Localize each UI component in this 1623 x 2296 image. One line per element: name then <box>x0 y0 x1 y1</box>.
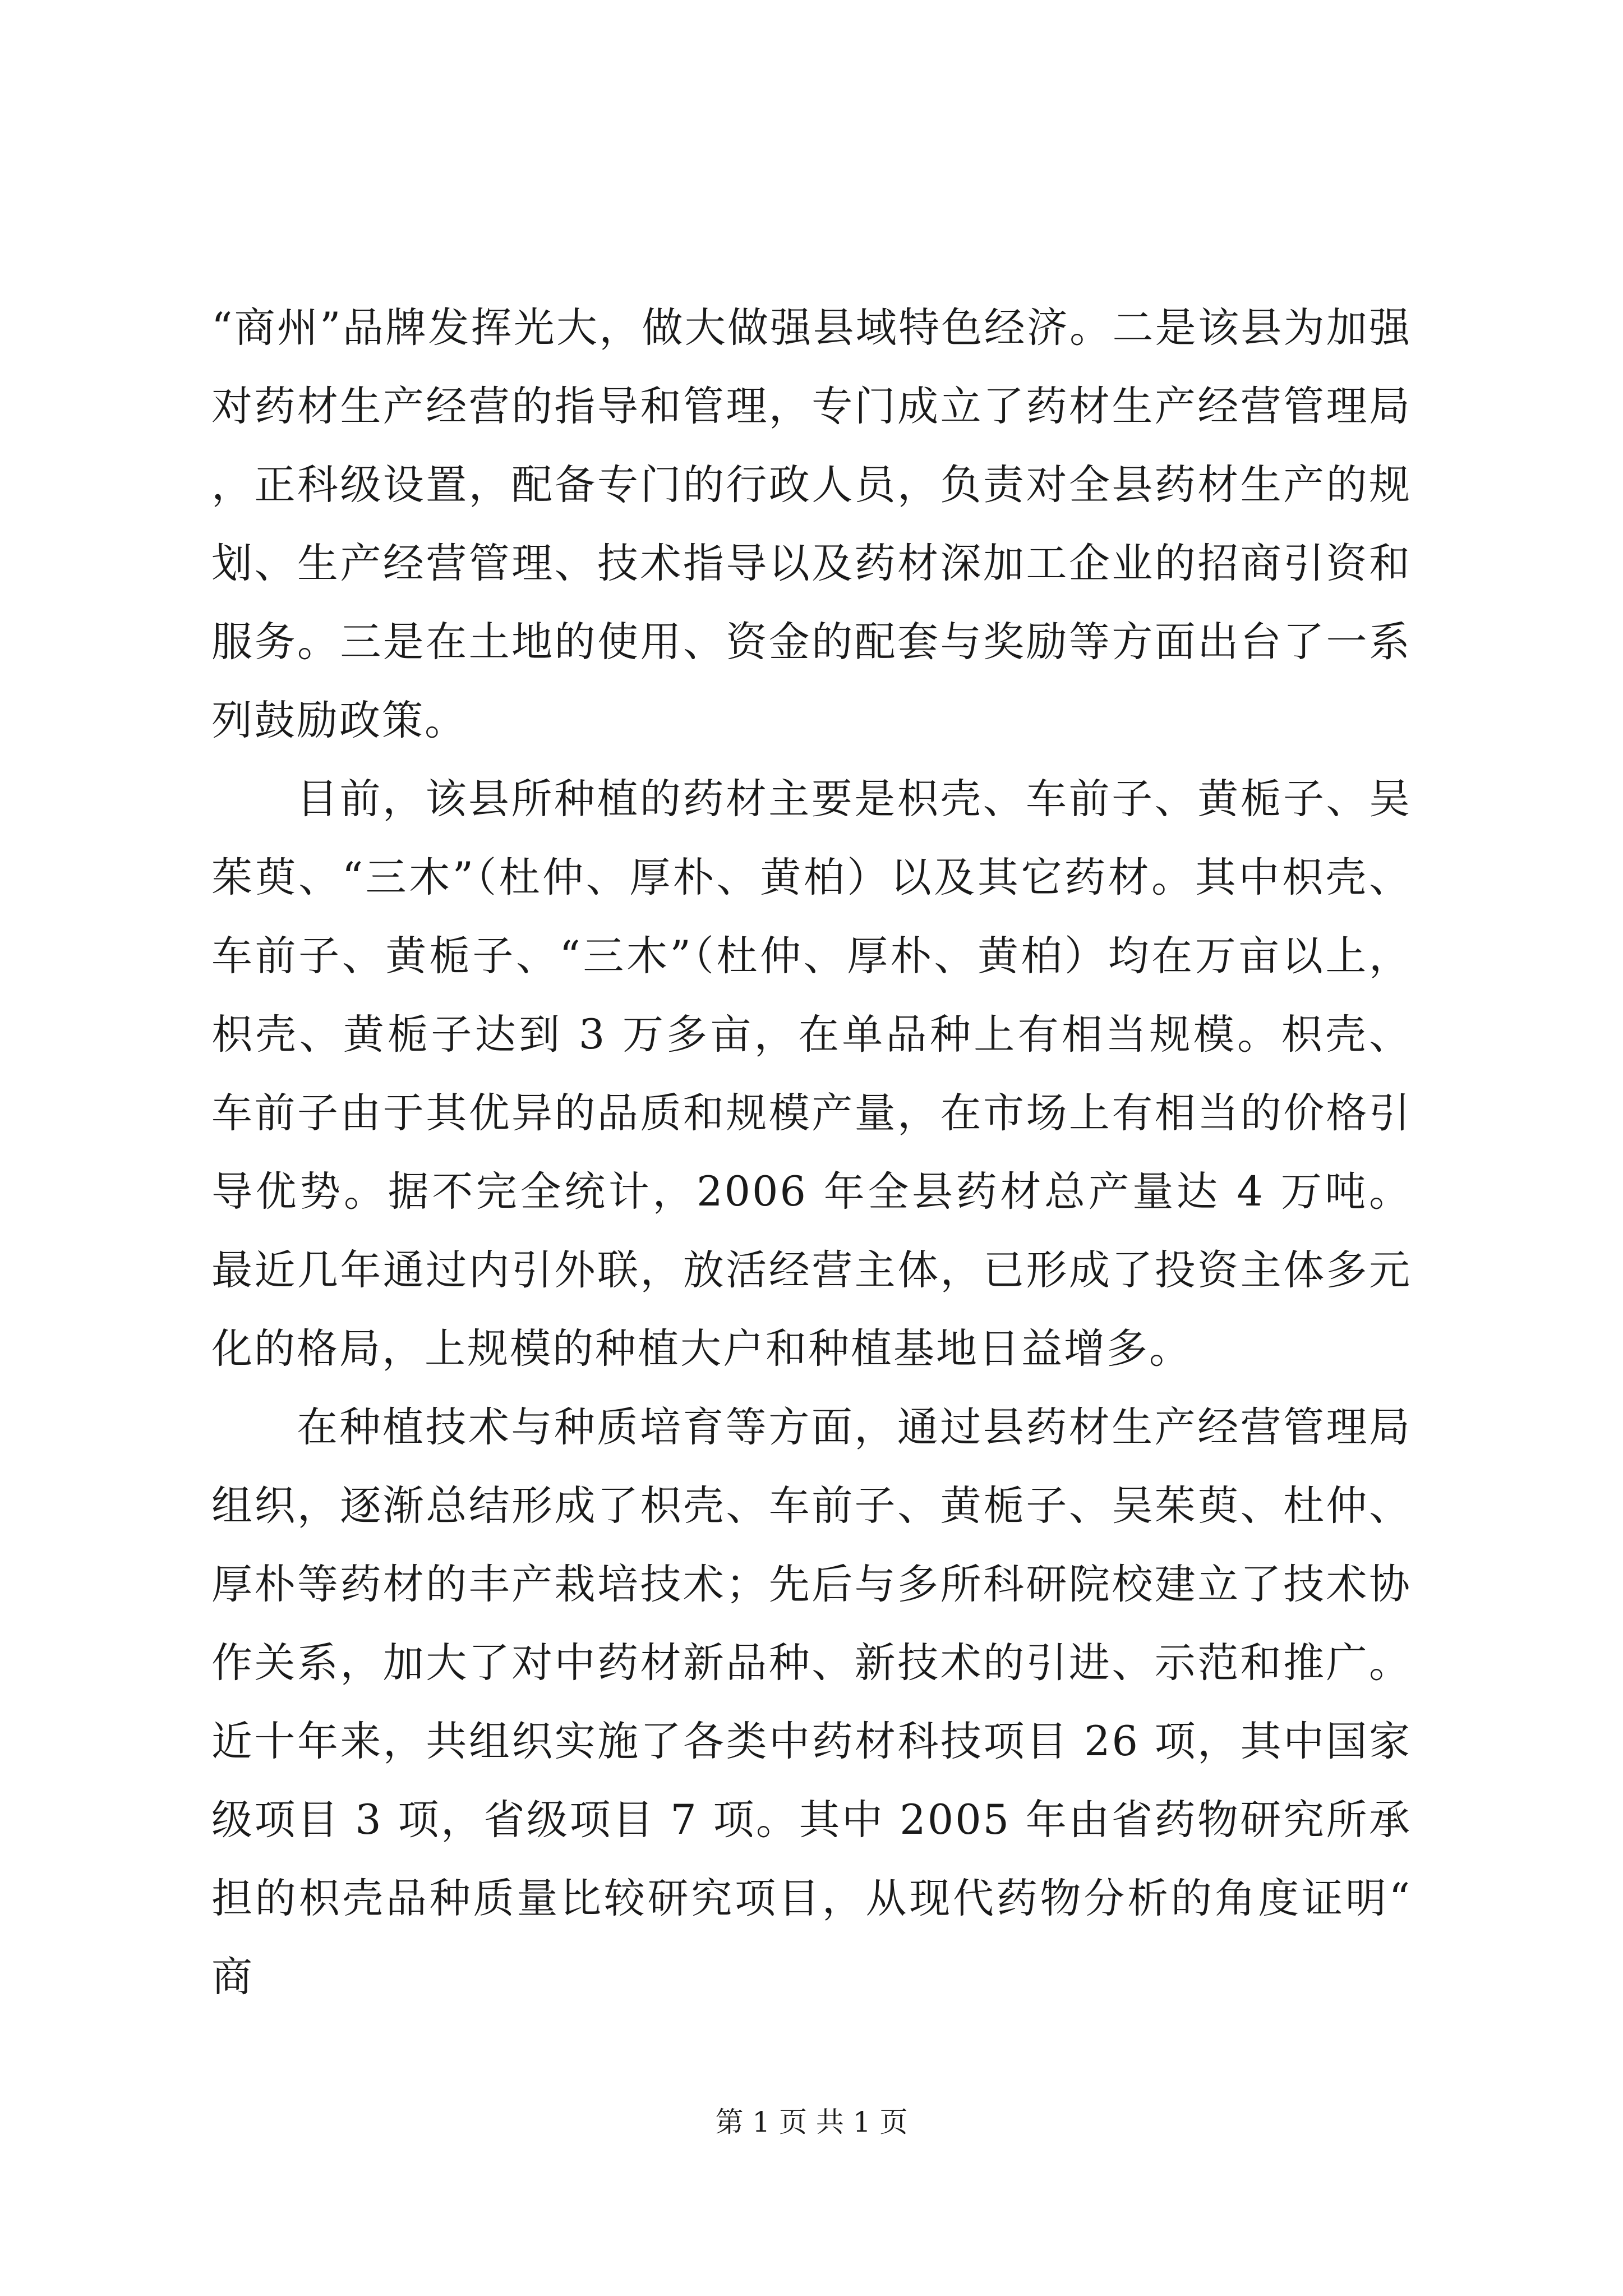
document-body <box>211 289 1412 2017</box>
paragraph-2: 目前，该县所种植的药材主要是枳壳、车前子、黄栀子、吴茱萸、“三木”（杜仲、厚朴、黄柏）以及其它药材。其中枳壳、车前子、黄栀子、“三木”（杜仲、厚朴、黄柏）均在万亩以上，枳壳、黄栀子达到 3 万多亩，在单品种上有相当规模。枳壳、车前子由于其优异的品质和规模产量，在市场上有相当的价格引导优势。据不完全统计，2006 年全县药材总产量达 4 万吨。最近几年通过内引外联，放活经营主体，已形成了投资主体多元化的格局，上规模的种植大户和种植基地日益增多。 <box>211 775 1412 1373</box>
paragraph-1: “商州”品牌发挥光大，做大做强县域特色经济。二是该县为加强对药材生产经营的指导和管理，专门成立了药材生产经营管理局，正科级设置，配备专门的行政人员，负责对全县药材生产的规划、生产经营管理、技术指导以及药材深加工企业的招商引资和服务。三是在土地的使用、资金的配套与奖励等方面出台了一系列鼓励政策。 <box>211 304 1412 744</box>
paragraph-3: 在种植技术与种质培育等方面，通过县药材生产经营管理局组织，逐渐总结形成了枳壳、车前子、黄栀子、吴茱萸、杜仲、厚朴等药材的丰产栽培技术；先后与多所科研院校建立了技术协作关系，加大了对中药材新品种、新技术的引进、示范和推广。近十年来，共组织实施了各类中药材科技项目 26 项，其中国家级项目 3 项，省级项目 7 项。其中 2005 年由省药物研究所承担的枳壳品种质量比较研究项目，从现代药物分析的角度证明“商 <box>211 1404 1412 2001</box>
page-footer: 第 1 页 共 1 页 <box>715 2106 908 2138</box>
